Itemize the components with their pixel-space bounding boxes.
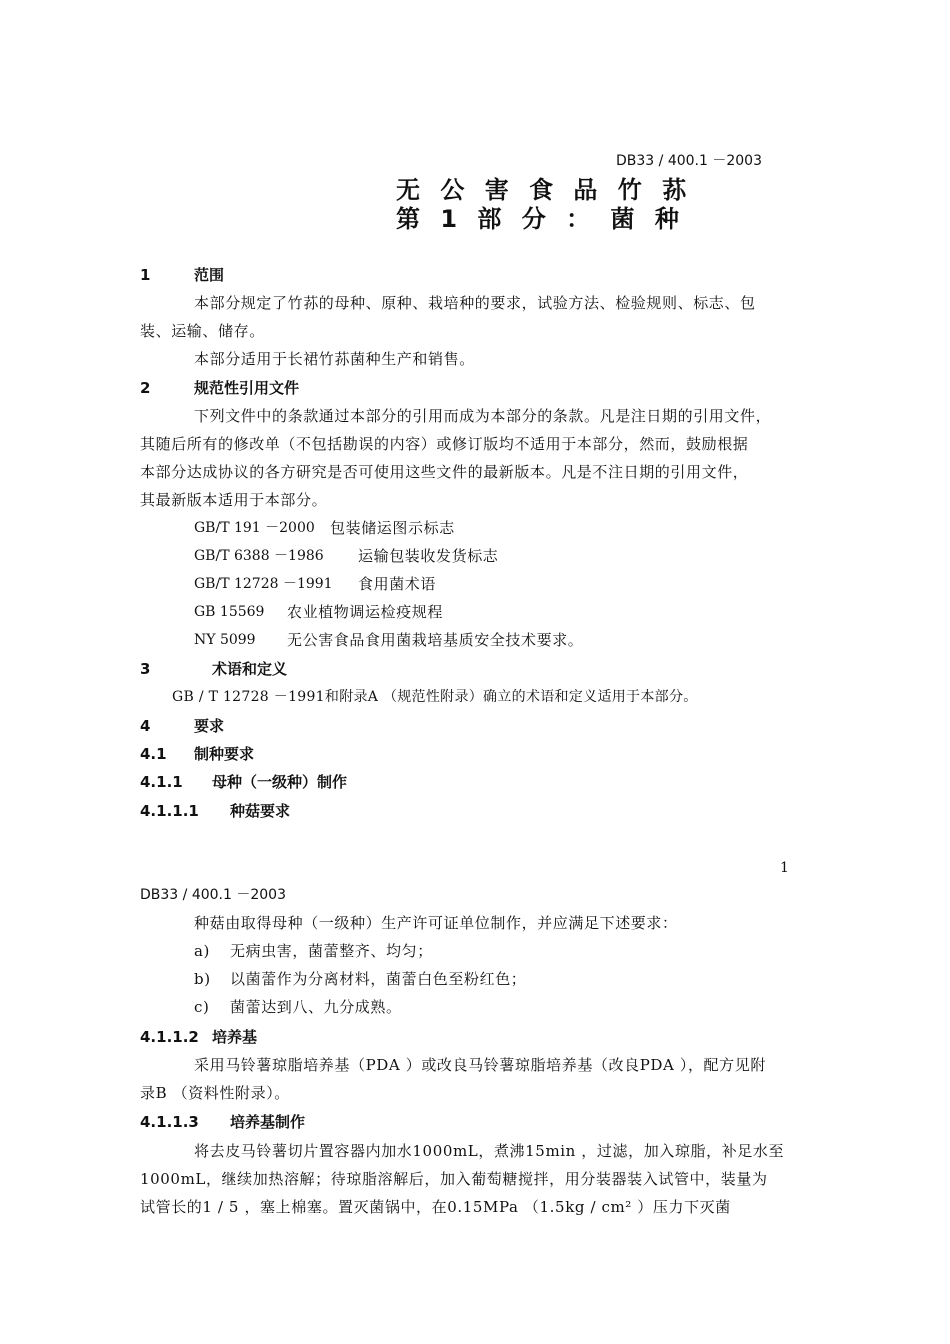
ref-title: 无公害食品食用菌栽培基质安全技术要求。 bbox=[287, 631, 584, 649]
section-4-heading: 要求 bbox=[194, 717, 225, 735]
section-1-para-1-line-2: 装、运输、储存。 bbox=[140, 322, 265, 340]
ref-code: NY 5099 bbox=[194, 632, 256, 648]
ref-title: 包装储运图示标志 bbox=[330, 519, 455, 537]
list-item-text: 以菌蕾作为分离材料，菌蕾白色至粉红色； bbox=[230, 970, 527, 988]
list-item-label: b) bbox=[194, 970, 211, 988]
section-4-1-1-1-intro: 种菇由取得母种（一级种）生产许可证单位制作，并应满足下述要求： bbox=[194, 914, 678, 932]
section-2-para-line-4: 其最新版本适用于本部分。 bbox=[140, 491, 328, 509]
ref-code: GB 15569 bbox=[194, 604, 265, 620]
title-line-1: 无 公 害 食 品 竹 荪 bbox=[396, 176, 693, 204]
section-4-1-1-2-number: 4.1.1.2 bbox=[140, 1028, 199, 1046]
section-1-para-2: 本部分适用于长裙竹荪菌种生产和销售。 bbox=[194, 350, 475, 368]
section-4-1-1-heading: 母种（一级种）制作 bbox=[212, 773, 348, 791]
ref-title: 食用菌术语 bbox=[358, 575, 437, 593]
section-4-1-1-3-number: 4.1.1.3 bbox=[140, 1113, 199, 1131]
standard-code: DB33 / 400.1 －2003 bbox=[616, 153, 762, 169]
section-3-heading: 术语和定义 bbox=[212, 660, 288, 678]
section-3-para: GB / T 12728 －1991和附录A （规范性附录）确立的术语和定义适用于本部分。 bbox=[172, 689, 698, 705]
list-item-text: 菌蕾达到八、九分成熟。 bbox=[230, 998, 402, 1016]
page-number: 1 bbox=[780, 860, 789, 876]
section-4-1-number: 4.1 bbox=[140, 745, 167, 763]
section-4-1-heading: 制种要求 bbox=[194, 745, 255, 763]
title-line-2: 第 1 部 分 ： 菌 种 bbox=[396, 205, 685, 233]
section-2-para-line-3: 本部分达成协议的各方研究是否可使用这些文件的最新版本。凡是不注日期的引用文件， bbox=[140, 463, 749, 481]
section-2-number: 2 bbox=[140, 379, 151, 397]
section-4-1-1-1-number: 4.1.1.1 bbox=[140, 802, 199, 820]
ref-code: GB/T 12728 －1991 bbox=[194, 576, 333, 592]
section-4-1-1-number: 4.1.1 bbox=[140, 773, 183, 791]
section-1-heading: 范围 bbox=[194, 266, 225, 284]
section-2-heading: 规范性引用文件 bbox=[194, 379, 300, 397]
list-item-label: a) bbox=[194, 942, 210, 960]
section-4-1-1-1-heading: 种菇要求 bbox=[230, 802, 291, 820]
section-2-para-line-1: 下列文件中的条款通过本部分的引用而成为本部分的条款。凡是注日期的引用文件， bbox=[194, 407, 772, 425]
section-4-number: 4 bbox=[140, 717, 151, 735]
ref-code: GB/T 191 －2000 bbox=[194, 520, 315, 536]
ref-title: 农业植物调运检疫规程 bbox=[287, 603, 444, 621]
page2-standard-code: DB33 / 400.1 －2003 bbox=[140, 887, 286, 903]
ref-code: GB/T 6388 －1986 bbox=[194, 548, 324, 564]
section-4-1-1-2-para-line-1: 采用马铃薯琼脂培养基（PDA ）或改良马铃薯琼脂培养基（改良PDA ），配方见附 bbox=[194, 1056, 766, 1074]
section-3-number: 3 bbox=[140, 660, 151, 678]
section-4-1-1-3-heading: 培养基制作 bbox=[230, 1113, 306, 1131]
section-4-1-1-2-heading: 培养基 bbox=[212, 1028, 258, 1046]
section-1-para-1-line-1: 本部分规定了竹荪的母种、原种、栽培种的要求，试验方法、检验规则、标志、包 bbox=[194, 294, 756, 312]
section-4-1-1-2-para-line-2: 录B （资料性附录）。 bbox=[140, 1084, 290, 1102]
list-item-text: 无病虫害，菌蕾整齐、均匀； bbox=[230, 942, 433, 960]
section-2-para-line-2: 其随后所有的修改单（不包括勘误的内容）或修订版均不适用于本部分，然而，鼓励根据 bbox=[140, 435, 749, 453]
ref-title: 运输包装收发货标志 bbox=[358, 547, 499, 565]
section-4-1-1-3-para-line-3: 试管长的1 / 5 ，塞上棉塞。置灭菌锅中，在0.15MPa （1.5kg / cm² ）压力下灭菌 bbox=[140, 1198, 731, 1216]
list-item-label: c) bbox=[194, 998, 210, 1016]
section-4-1-1-3-para-line-2: 1000mL，继续加热溶解；待琼脂溶解后，加入葡萄糖搅拌，用分装器装入试管中，装量为 bbox=[140, 1170, 768, 1188]
section-4-1-1-3-para-line-1: 将去皮马铃薯切片置容器内加水1000mL，煮沸15min ，过滤，加入琼脂，补足水至 bbox=[194, 1142, 785, 1160]
section-1-number: 1 bbox=[140, 266, 151, 284]
